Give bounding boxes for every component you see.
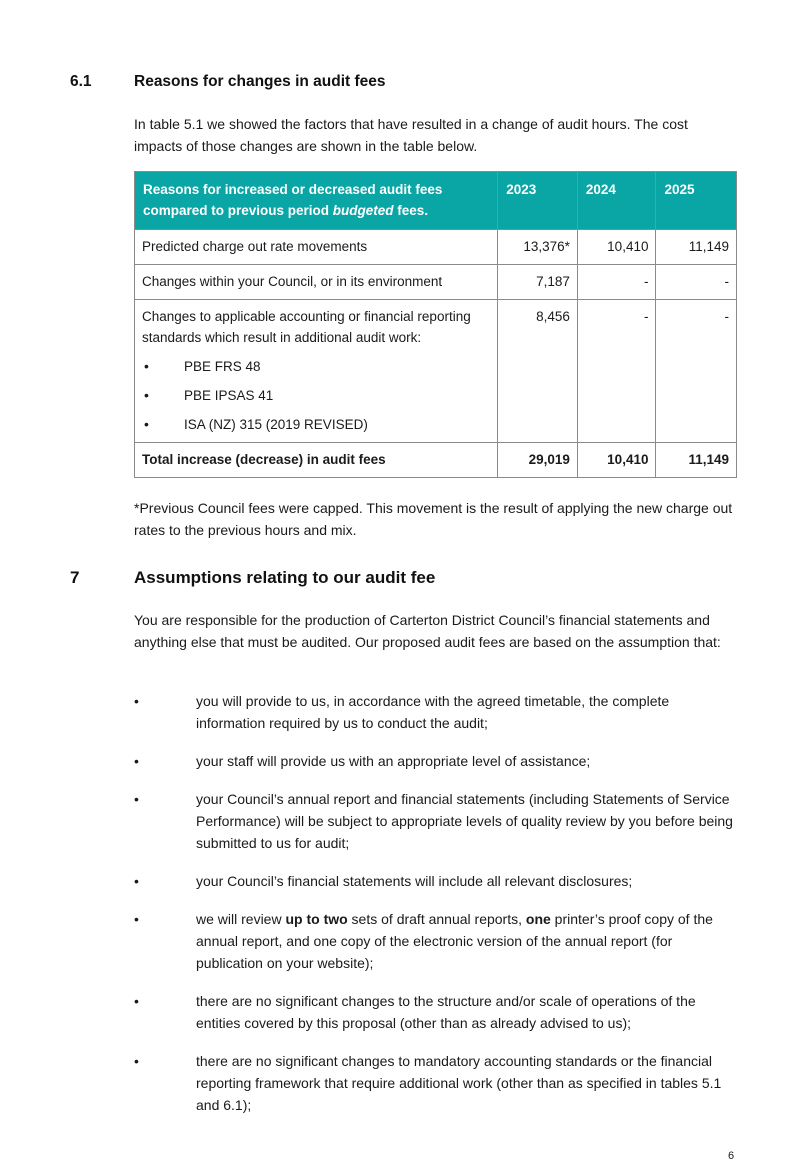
table-header-year: 2025 <box>656 172 737 230</box>
list-item-text: there are no significant changes to mandatory accounting standards or the financial reporting framework that require additional work (other than as specified in tables 5.1 and 6.1); <box>196 1053 722 1113</box>
bullet-icon: • <box>134 693 139 709</box>
row-value-2024: 10,410 <box>577 230 656 265</box>
list-item <box>134 870 739 892</box>
table-total-row <box>135 443 737 478</box>
row-label: Changes to applicable accounting or financial reporting standards which result in additional audit work: <box>142 309 471 345</box>
list-item-text: your Council’s annual report and financial statements (including Statements of Service Performance) will be subject to appropriate levels of quality review by you before being submitted to us for audit; <box>196 791 733 851</box>
bullet-icon: • <box>134 1053 139 1069</box>
header-text-line2-end: fees. <box>393 203 429 218</box>
header-emphasis: budgeted <box>332 203 394 218</box>
list-item-text: your Council’s financial statements will include all relevant disclosures; <box>196 873 633 889</box>
header-text-line1: Reasons for increased or decreased audit fees <box>143 182 443 197</box>
section-number: 6.1 <box>70 73 92 90</box>
bold-text: one <box>525 911 551 927</box>
audit-fee-changes-table <box>134 171 737 478</box>
section-intro-paragraph: In table 5.1 we showed the factors that have resulted in a change of audit hours. The cost impacts of those changes are shown in the table below. <box>134 116 688 154</box>
list-item-text: your staff will provide us with an appropriate level of assistance; <box>196 753 591 769</box>
list-item <box>134 908 739 974</box>
list-item-text: you will provide to us, in accordance with the agreed timetable, the complete information required by us to conduct the audit; <box>196 693 670 731</box>
total-value-2025: 11,149 <box>656 443 737 478</box>
row-label-cell <box>135 300 498 443</box>
total-value-2023: 29,019 <box>498 443 578 478</box>
row-value-2024: - <box>577 265 656 300</box>
bold-text: up to two <box>285 911 348 927</box>
row-value-2023: 8,456 <box>498 300 578 443</box>
table-header-row <box>135 172 737 230</box>
bullet-icon: • <box>134 993 139 1009</box>
total-label: Total increase (decrease) in audit fees <box>135 443 498 478</box>
section-intro-paragraph: You are responsible for the production of Carterton District Council’s financial statements and anything else that must be audited. Our proposed audit fees are based on the assumption that: <box>134 612 721 650</box>
header-text-line2: compared to previous period <box>143 203 333 218</box>
bullet-icon: • <box>134 753 139 769</box>
list-item-text: sets of draft annual reports, <box>347 911 526 927</box>
bullet-icon: • <box>134 791 139 807</box>
section-heading: Assumptions relating to our audit fee <box>134 568 436 587</box>
list-item: • ISA (NZ) 315 (2019 REVISED) <box>142 414 490 435</box>
table-header-year: 2024 <box>577 172 656 230</box>
table-row <box>135 265 737 300</box>
page-number: 6 <box>728 1150 735 1162</box>
list-item <box>134 788 739 854</box>
list-item-text: printer’s proof copy of the annual report, and one copy of the electronic version of the annual report (for publication on your website); <box>196 911 713 971</box>
row-label: Predicted charge out rate movements <box>135 230 498 265</box>
table-footnote: *Previous Council fees were capped. This movement is the result of applying the new charge out rates to the previous hours and mix. <box>134 500 733 538</box>
list-item-text: we will review <box>196 911 286 927</box>
table-row <box>135 300 737 443</box>
section-heading: Reasons for changes in audit fees <box>134 73 386 90</box>
list-item: • PBE FRS 48 <box>142 356 490 377</box>
row-label: Changes within your Council, or in its environment <box>135 265 498 300</box>
table-header-year: 2023 <box>498 172 578 230</box>
row-value-2025: - <box>656 300 737 443</box>
assumptions-list <box>134 690 739 1132</box>
row-value-2025: - <box>656 265 737 300</box>
list-item <box>134 690 739 734</box>
list-item-text: there are no significant changes to the structure and/or scale of operations of the entities covered by this proposal (other than as already advised to us); <box>196 993 696 1031</box>
standards-list <box>142 356 490 435</box>
bullet-icon: • <box>134 873 139 889</box>
bullet-icon: • <box>134 911 139 927</box>
list-item <box>134 1050 739 1116</box>
table-header-reasons <box>135 172 498 230</box>
total-value-2024: 10,410 <box>577 443 656 478</box>
list-item <box>134 990 739 1034</box>
row-value-2023: 7,187 <box>498 265 578 300</box>
section-number: 7 <box>70 568 80 587</box>
row-value-2023: 13,376* <box>498 230 578 265</box>
table-row <box>135 230 737 265</box>
row-value-2025: 11,149 <box>656 230 737 265</box>
row-value-2024: - <box>577 300 656 443</box>
list-item: • PBE IPSAS 41 <box>142 385 490 406</box>
list-item <box>134 750 739 772</box>
